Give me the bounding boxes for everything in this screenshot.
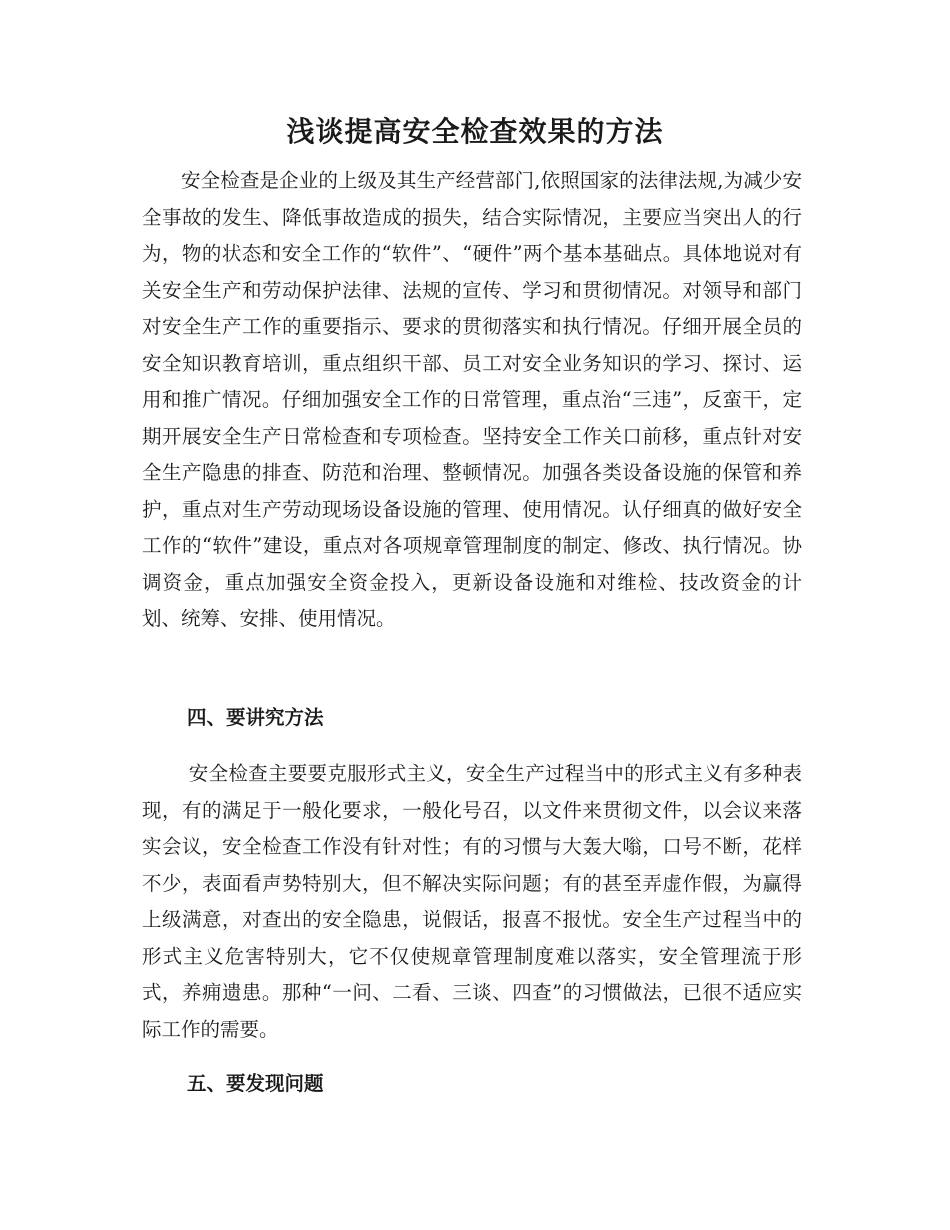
paragraph-intro: 安全检查是企业的上级及其生产经营部门,依照国家的法律法规,为减少安全事故的发生、降低事故造成的损失，结合实际情况，主要应当突出人的行为，物的状态和安全工作的“软件”、“硬件”两个基本基础点。具体地说对有关安全生产和劳动保护法律、法规的宣传、学习和贯彻情况。对领导和部门对安全生产工作的重要指示、要求的贯彻落实和执行情况。仔细开展全员的安全知识教育培训，重点组织干部、员工对安全业务知识的学习、探讨、运用和推广情况。仔细加强安全工作的日常管理，重点治“三违”，反蛮干，定期开展安全生产日常检查和专项检查。坚持安全工作关口前移，重点针对安全生产隐患的排查、防范和治理、整顿情况。加强各类设备设施的保管和养护，重点对生产劳动现场设备设施的管理、使用情况。认仔细真的做好安全工作的“软件”建设，重点对各项规章管理制度的制定、修改、执行情况。协调资金，重点加强安全资金投入，更新设备设施和对维检、技改资金的计划、统筹、安排、使用情况。 — [142, 169, 802, 630]
section-heading-four: 四、要讲究方法 — [187, 706, 324, 729]
section-heading-five: 五、要发现问题 — [187, 1072, 324, 1095]
document-title: 浅谈提高安全检查效果的方法 — [286, 115, 664, 148]
paragraph-method: 安全检查主要要克服形式主义，安全生产过程当中的形式主义有多种表现，有的满足于一般化要求，一般化号召，以文件来贯彻文件，以会议来落实会议，安全检查工作没有针对性；有的习惯与大轰大嗡，口号不断，花样不少，表面看声势特别大，但不解决实际问题；有的甚至弄虚作假，为赢得上级满意，对查出的安全隐患，说假话，报喜不报忧。安全生产过程当中的形式主义危害特别大，它不仅使规章管理制度难以落实，安全管理流于形式，养痈遗患。那种“一问、二看、三谈、四查”的习惯做法，已很不适应实际工作的需要。 — [142, 762, 802, 1041]
